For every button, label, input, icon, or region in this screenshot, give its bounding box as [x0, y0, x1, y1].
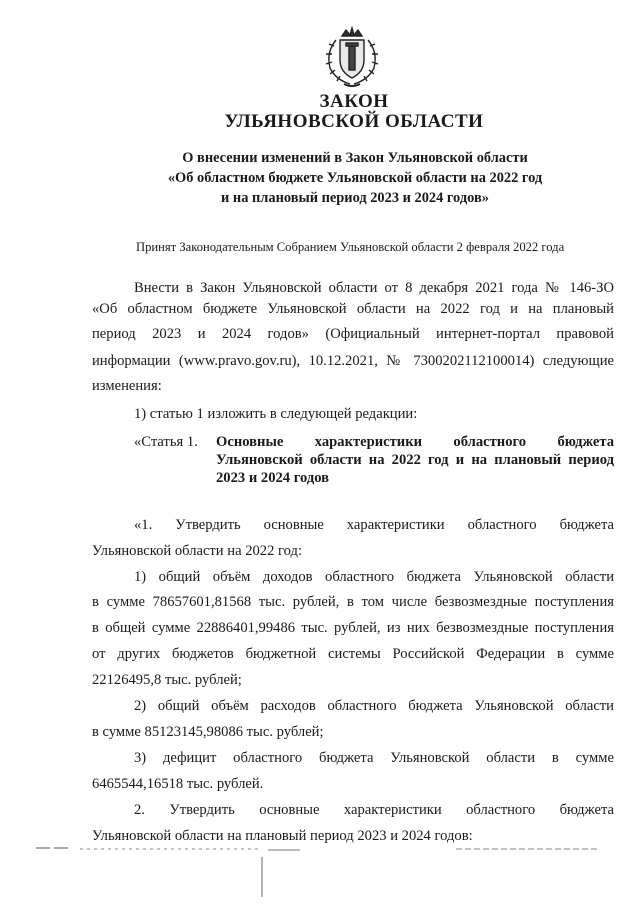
subtitle-line1: О внесении изменений в Закон Ульяновской области	[182, 150, 528, 166]
law-title-line1: ЗАКОН	[319, 91, 389, 112]
sub3-line1: 3) дефицит областного бюджета Ульяновской области в сумме	[134, 750, 614, 766]
subtitle-line2: «Об областном бюджете Ульяновской области на 2022 год	[167, 170, 543, 186]
law-title-line2: УЛЬЯНОВСКОЙ ОБЛАСТИ	[224, 111, 484, 132]
subtitle-line3: и на плановый период 2023 и 2024 годов»	[221, 190, 489, 206]
intro-line4: информации (www.pravo.gov.ru), 10.12.2021, № 7300202112100014) следующие	[92, 353, 614, 369]
intro-line2: «Об областном бюджете Ульяновской области на 2022 год и на плановый	[92, 301, 614, 317]
sub1-line5: 22126495,8 тыс. рублей;	[92, 672, 242, 688]
clause1-line2: Ульяновской области на 2022 год:	[92, 543, 303, 559]
adoption-statement: Принят Законодательным Собранием Ульяновской области 2 февраля 2022 года	[136, 240, 565, 254]
sub1-line3: в общей сумме 22886401,99486 тыс. рублей, из них безвозмездные поступления	[92, 620, 614, 636]
sub1-line2: в сумме 78657601,81568 тыс. рублей, в том числе безвозмездные поступления	[92, 594, 614, 610]
sub2-line2: в сумме 85123145,98086 тыс. рублей;	[92, 724, 324, 740]
sub1-line4: от других бюджетов бюджетной системы Российской Федерации в сумме	[92, 646, 614, 662]
clause1-line1: «1. Утвердить основные характеристики областного бюджета	[134, 517, 614, 533]
intro-line1: Внести в Закон Ульяновской области от 8 декабря 2021 года № 146-ЗО	[134, 280, 614, 296]
article-label: «Статья 1.	[134, 434, 198, 450]
coat-of-arms-icon	[318, 26, 386, 90]
article-heading-line2: Ульяновской области на 2022 год и на плановый период	[216, 452, 614, 468]
intro-line3: период 2023 и 2024 годов» (Официальный интернет-портал правовой	[92, 326, 614, 342]
sub1-line1: 1) общий объём доходов областного бюджета Ульяновской области	[134, 569, 614, 585]
intro-line5: изменения:	[92, 378, 162, 394]
sub2-line1: 2) общий объём расходов областного бюджета Ульяновской области	[134, 698, 614, 714]
scan-artifact-marks	[0, 835, 640, 905]
item1-text: 1) статью 1 изложить в следующей редакции:	[134, 406, 418, 422]
article-heading-line1: Основные характеристики областного бюджета	[216, 434, 614, 450]
sub3-line2: 6465544,16518 тыс. рублей.	[92, 776, 264, 792]
clause2-line2: Ульяновской области на плановый период 2023 и 2024 годов:	[92, 828, 473, 844]
article-heading-line3: 2023 и 2024 годов	[216, 470, 330, 486]
clause2-line1: 2. Утвердить основные характеристики областного бюджета	[134, 802, 614, 818]
